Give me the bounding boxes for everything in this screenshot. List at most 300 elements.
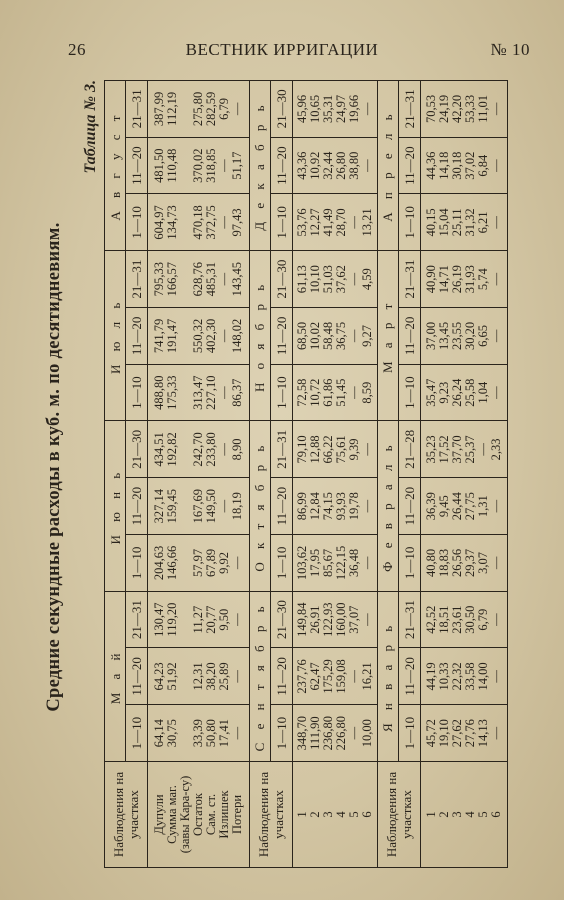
value: 1,31 bbox=[476, 495, 491, 518]
value: 1,04 bbox=[476, 381, 491, 404]
value: 10,10 bbox=[308, 265, 323, 294]
value: 12,84 bbox=[308, 492, 323, 521]
value: 237,76 bbox=[295, 659, 310, 694]
value: 19,66 bbox=[347, 94, 362, 123]
value: 64,23 bbox=[152, 662, 167, 691]
month-row bbox=[249, 81, 270, 868]
value-cell bbox=[421, 478, 508, 535]
value-cell bbox=[148, 81, 250, 138]
value: 10,02 bbox=[308, 321, 323, 350]
value: — bbox=[347, 272, 362, 286]
value: 28,70 bbox=[334, 208, 349, 237]
value-cell bbox=[293, 705, 378, 762]
value: 26,24 bbox=[450, 378, 465, 407]
value: 160,00 bbox=[334, 602, 349, 637]
value: 97,43 bbox=[230, 208, 245, 237]
value-cell bbox=[421, 421, 508, 478]
row-label: 1 bbox=[424, 811, 439, 818]
value: — bbox=[347, 329, 362, 343]
value: 318,85 bbox=[204, 148, 219, 183]
value-cell bbox=[293, 478, 378, 535]
value: 25,11 bbox=[450, 208, 465, 237]
value: 35,23 bbox=[424, 435, 439, 464]
value-cell bbox=[293, 364, 378, 421]
value: 45,96 bbox=[295, 94, 310, 123]
decade-header: 21—31 bbox=[271, 421, 293, 478]
value: 53,33 bbox=[463, 94, 478, 123]
row-label: Остаток bbox=[191, 792, 206, 837]
value: 741,79 bbox=[152, 318, 167, 354]
value: 44,36 bbox=[424, 151, 439, 180]
value: 26,80 bbox=[334, 151, 349, 180]
value: 14,00 bbox=[476, 662, 491, 691]
month-header: Д е к а б р ь bbox=[249, 81, 270, 251]
value: 236,80 bbox=[321, 715, 336, 751]
value: 119,20 bbox=[165, 602, 180, 637]
value: 10,72 bbox=[308, 378, 323, 407]
value-cell bbox=[293, 648, 378, 705]
value-cell bbox=[148, 364, 250, 421]
decade-header: 1—10 bbox=[126, 194, 148, 251]
value: — bbox=[217, 159, 232, 172]
value: 8,59 bbox=[360, 381, 375, 404]
value-cell bbox=[293, 591, 378, 648]
value: 17,52 bbox=[437, 435, 452, 464]
value: 6,84 bbox=[476, 154, 491, 177]
value-cell bbox=[421, 535, 508, 592]
value: 72,58 bbox=[295, 378, 310, 407]
value: 191,47 bbox=[165, 318, 180, 354]
value: 70,53 bbox=[424, 94, 439, 123]
value: — bbox=[489, 499, 504, 513]
decade-row bbox=[398, 81, 420, 868]
value: 24,97 bbox=[334, 94, 349, 123]
value: 26,19 bbox=[450, 265, 465, 294]
value: 18,19 bbox=[230, 492, 245, 521]
value: 10,00 bbox=[360, 719, 375, 748]
value: 14,71 bbox=[437, 265, 452, 294]
decade-header: 21—31 bbox=[398, 81, 420, 138]
value: — bbox=[347, 726, 362, 740]
decade-header: 11—20 bbox=[398, 478, 420, 535]
value: — bbox=[489, 216, 504, 229]
value: — bbox=[230, 556, 245, 570]
value: — bbox=[360, 556, 375, 570]
value: — bbox=[489, 329, 504, 343]
month-header: А п р е л ь bbox=[377, 81, 398, 251]
value: 9,39 bbox=[347, 438, 362, 461]
value: 149,50 bbox=[204, 488, 219, 524]
value: — bbox=[230, 613, 245, 626]
row-label: 3 bbox=[321, 811, 336, 818]
value: 159,08 bbox=[334, 659, 349, 694]
value: — bbox=[347, 386, 362, 399]
value: — bbox=[217, 329, 232, 343]
value: 13,21 bbox=[360, 208, 375, 237]
value: 488,80 bbox=[152, 375, 167, 410]
value: 12,31 bbox=[191, 662, 206, 691]
value: 32,44 bbox=[321, 151, 336, 180]
value: 35,47 bbox=[424, 378, 439, 407]
value: 38,20 bbox=[204, 662, 219, 691]
value: — bbox=[489, 386, 504, 399]
data-row bbox=[421, 81, 508, 868]
value: 10,33 bbox=[437, 662, 452, 691]
value: 10,92 bbox=[308, 151, 323, 180]
value: 79,10 bbox=[295, 435, 310, 464]
value: 61,13 bbox=[295, 265, 310, 294]
value-cell bbox=[293, 535, 378, 592]
value: 14,18 bbox=[437, 151, 452, 180]
month-row bbox=[377, 81, 398, 868]
value: 40,80 bbox=[424, 548, 439, 577]
value: 67,89 bbox=[204, 548, 219, 577]
value: 282,59 bbox=[204, 91, 219, 127]
value: — bbox=[360, 102, 375, 116]
value: 45,72 bbox=[424, 719, 439, 748]
value: 204,63 bbox=[152, 545, 167, 581]
value: 37,07 bbox=[347, 605, 362, 634]
decade-header: 1—10 bbox=[398, 705, 420, 762]
value-cell bbox=[421, 705, 508, 762]
value: 434,51 bbox=[152, 432, 167, 467]
value: 44,19 bbox=[424, 662, 439, 691]
value: 62,47 bbox=[308, 662, 323, 691]
row-label: 3 bbox=[450, 811, 465, 818]
value-cell bbox=[148, 478, 250, 535]
value: 86,37 bbox=[230, 378, 245, 407]
value: 18,51 bbox=[437, 605, 452, 634]
value: 33,58 bbox=[463, 662, 478, 691]
value: — bbox=[476, 443, 491, 456]
value-cell bbox=[421, 251, 508, 308]
decade-header: 21—31 bbox=[398, 591, 420, 648]
value: 23,55 bbox=[450, 321, 465, 350]
value-cell bbox=[148, 705, 250, 762]
value: 50,80 bbox=[204, 719, 219, 748]
value-cell bbox=[421, 194, 508, 251]
value: 159,45 bbox=[165, 488, 180, 524]
value: 167,69 bbox=[191, 488, 206, 524]
value: 27,62 bbox=[450, 719, 465, 748]
value: 36,48 bbox=[347, 548, 362, 577]
value: 40,15 bbox=[424, 208, 439, 237]
value-cell bbox=[293, 194, 378, 251]
decade-header: 21—30 bbox=[271, 81, 293, 138]
value: — bbox=[360, 159, 375, 172]
value: 19,10 bbox=[437, 719, 452, 748]
value: 25,58 bbox=[463, 378, 478, 407]
value: 41,49 bbox=[321, 208, 336, 237]
value: 111,90 bbox=[308, 716, 323, 750]
value: 26,44 bbox=[450, 492, 465, 521]
value: 43,36 bbox=[295, 151, 310, 180]
rotated-table-block bbox=[40, 62, 516, 872]
value: 17,41 bbox=[217, 719, 232, 748]
value: 33,39 bbox=[191, 719, 206, 748]
value: 11,01 bbox=[476, 95, 491, 123]
decade-header: 21—31 bbox=[398, 251, 420, 308]
value: — bbox=[230, 670, 245, 683]
value: 25,89 bbox=[217, 662, 232, 691]
value: 6,79 bbox=[217, 97, 232, 120]
value: 58,48 bbox=[321, 321, 336, 350]
value: — bbox=[360, 499, 375, 513]
month-header: А в г у с т bbox=[105, 81, 126, 251]
observations-header: Наблюдения на участках bbox=[377, 762, 420, 868]
value: 35,31 bbox=[321, 94, 336, 123]
decade-header: 21—30 bbox=[271, 251, 293, 308]
value: 51,17 bbox=[230, 151, 245, 180]
month-header: Ф е в р а л ь bbox=[377, 421, 398, 591]
value: 795,33 bbox=[152, 261, 167, 297]
value: 110,48 bbox=[165, 148, 180, 183]
value: — bbox=[360, 613, 375, 626]
value: 24,19 bbox=[437, 94, 452, 123]
value: 481,50 bbox=[152, 148, 167, 183]
month-header: М а р т bbox=[377, 251, 398, 421]
value-cell bbox=[293, 251, 378, 308]
value: 30,18 bbox=[450, 151, 465, 180]
value: 8,90 bbox=[230, 438, 245, 461]
value: 370,02 bbox=[191, 148, 206, 183]
value: 29,37 bbox=[463, 548, 478, 577]
value: 9,45 bbox=[437, 495, 452, 518]
value: 85,67 bbox=[321, 548, 336, 577]
decade-header: 11—20 bbox=[271, 648, 293, 705]
row-label: 5 bbox=[476, 811, 491, 818]
decade-header: 11—20 bbox=[126, 308, 148, 365]
decade-header: 21—28 bbox=[398, 421, 420, 478]
value-cell bbox=[293, 81, 378, 138]
value-cell bbox=[293, 308, 378, 365]
value: — bbox=[489, 159, 504, 172]
row-label: Излишек bbox=[217, 790, 232, 839]
value: 2,33 bbox=[489, 438, 504, 461]
value: 13,45 bbox=[437, 321, 452, 350]
table-caption: Средние секундные расходы в куб. м. по десятидневиям. bbox=[44, 222, 64, 712]
value: 86,99 bbox=[295, 492, 310, 521]
value: 275,80 bbox=[191, 91, 206, 127]
value: 313,47 bbox=[191, 375, 206, 410]
value: 61,86 bbox=[321, 378, 336, 407]
row-labels bbox=[148, 762, 250, 868]
decade-header: 11—20 bbox=[126, 137, 148, 194]
value: 31,32 bbox=[463, 208, 478, 237]
decade-header: 21—31 bbox=[126, 251, 148, 308]
decade-header: 1—10 bbox=[398, 535, 420, 592]
row-label: Дупули bbox=[152, 794, 167, 835]
value: 348,70 bbox=[295, 715, 310, 751]
decade-header: 21—31 bbox=[126, 591, 148, 648]
value: 31,93 bbox=[463, 265, 478, 294]
month-header: С е н т я б р ь bbox=[249, 591, 270, 761]
month-header: Я н в а р ь bbox=[377, 591, 398, 761]
data-row bbox=[148, 81, 250, 868]
value: — bbox=[230, 102, 245, 116]
value: — bbox=[217, 216, 232, 229]
decade-header: 11—20 bbox=[271, 478, 293, 535]
value: 192,82 bbox=[165, 432, 180, 467]
decade-row bbox=[271, 81, 293, 868]
value: 57,97 bbox=[191, 548, 206, 577]
value: 11,27 bbox=[191, 605, 206, 634]
row-label: 6 bbox=[489, 811, 504, 818]
value: — bbox=[217, 272, 232, 286]
decade-header: 21—30 bbox=[126, 421, 148, 478]
value: 327,14 bbox=[152, 488, 167, 524]
value: 387,99 bbox=[152, 91, 167, 127]
value: 37,62 bbox=[334, 265, 349, 294]
decade-header: 1—10 bbox=[271, 194, 293, 251]
value: 42,20 bbox=[450, 94, 465, 123]
row-label: Потери bbox=[230, 794, 245, 835]
decade-header: 1—10 bbox=[126, 535, 148, 592]
value: 143,45 bbox=[230, 261, 245, 297]
decade-header: 1—10 bbox=[126, 705, 148, 762]
decade-header: 1—10 bbox=[271, 705, 293, 762]
value: 14,13 bbox=[476, 719, 491, 748]
decade-header: 11—20 bbox=[271, 137, 293, 194]
value: 66,22 bbox=[321, 435, 336, 464]
value: 16,21 bbox=[360, 662, 375, 691]
value: 175,33 bbox=[165, 375, 180, 410]
value: 42,52 bbox=[424, 605, 439, 634]
value: 130,47 bbox=[152, 602, 167, 637]
discharge-table bbox=[104, 80, 508, 868]
value: 372,75 bbox=[204, 205, 219, 240]
value: 148,02 bbox=[230, 318, 245, 354]
value: 37,00 bbox=[424, 321, 439, 350]
value-cell bbox=[148, 137, 250, 194]
value: 149,84 bbox=[295, 602, 310, 637]
value-cell bbox=[421, 648, 508, 705]
month-header: М а й bbox=[105, 591, 126, 761]
value: 26,56 bbox=[450, 548, 465, 577]
value-cell bbox=[148, 308, 250, 365]
value: 30,75 bbox=[165, 719, 180, 748]
value: 226,80 bbox=[334, 715, 349, 751]
row-label: Сам. ст. bbox=[204, 793, 219, 836]
value: — bbox=[217, 386, 232, 399]
value: 103,62 bbox=[295, 545, 310, 581]
value: 175,29 bbox=[321, 659, 336, 694]
value: 12,27 bbox=[308, 208, 323, 237]
value: 20,77 bbox=[204, 605, 219, 634]
value: 40,90 bbox=[424, 265, 439, 294]
value: 19,78 bbox=[347, 492, 362, 521]
value: 146,66 bbox=[165, 545, 180, 581]
value: — bbox=[489, 670, 504, 683]
value: 25,37 bbox=[463, 435, 478, 464]
value: 75,61 bbox=[334, 435, 349, 464]
value: 37,70 bbox=[450, 435, 465, 464]
value-cell bbox=[148, 194, 250, 251]
value: 18,83 bbox=[437, 548, 452, 577]
value-cell bbox=[293, 421, 378, 478]
decade-header: 11—20 bbox=[398, 137, 420, 194]
value: 30,20 bbox=[463, 321, 478, 350]
value: — bbox=[230, 726, 245, 740]
journal-title: ВЕСТНИК ИРРИГАЦИИ bbox=[185, 40, 379, 59]
month-header: И ю н ь bbox=[105, 421, 126, 591]
row-labels bbox=[421, 762, 508, 868]
row-label: 2 bbox=[437, 811, 452, 818]
value: 604,97 bbox=[152, 205, 167, 240]
value-cell bbox=[421, 137, 508, 194]
value: — bbox=[347, 670, 362, 683]
value: — bbox=[489, 272, 504, 286]
value: 470,18 bbox=[191, 205, 206, 240]
data-row bbox=[293, 81, 378, 868]
row-label: 2 bbox=[308, 811, 323, 818]
value: 112,19 bbox=[165, 91, 180, 126]
value: 26,91 bbox=[308, 605, 323, 634]
value-cell bbox=[148, 535, 250, 592]
value-cell bbox=[148, 421, 250, 478]
value: 15,04 bbox=[437, 208, 452, 237]
observations-header: Наблюдения на участках bbox=[105, 762, 148, 868]
value: 12,88 bbox=[308, 435, 323, 464]
value: 4,59 bbox=[360, 268, 375, 291]
value: 17,95 bbox=[308, 548, 323, 577]
value: 68,50 bbox=[295, 321, 310, 350]
decade-header: 1—10 bbox=[271, 535, 293, 592]
value: 23,61 bbox=[450, 605, 465, 634]
decade-row bbox=[126, 81, 148, 868]
value: — bbox=[489, 726, 504, 740]
value: 233,80 bbox=[204, 432, 219, 467]
value: 485,31 bbox=[204, 261, 219, 297]
month-header: Н о я б р ь bbox=[249, 251, 270, 421]
value: 3,07 bbox=[476, 551, 491, 574]
value: 227,10 bbox=[204, 375, 219, 410]
decade-header: 11—20 bbox=[271, 308, 293, 365]
value-cell bbox=[421, 591, 508, 648]
value: 628,76 bbox=[191, 261, 206, 297]
decade-header: 1—10 bbox=[271, 364, 293, 421]
value: 122,93 bbox=[321, 602, 336, 637]
row-label: 1 bbox=[295, 811, 310, 818]
value-cell bbox=[148, 648, 250, 705]
value: — bbox=[489, 613, 504, 626]
value: 27,75 bbox=[463, 492, 478, 521]
value: 9,23 bbox=[437, 381, 452, 404]
decade-header: 1—10 bbox=[126, 364, 148, 421]
decade-header: 1—10 bbox=[398, 364, 420, 421]
value: 36,39 bbox=[424, 492, 439, 521]
value-cell bbox=[421, 364, 508, 421]
value: — bbox=[217, 499, 232, 513]
row-label: 6 bbox=[360, 811, 375, 818]
value: 51,03 bbox=[321, 265, 336, 294]
value: 5,74 bbox=[476, 268, 491, 291]
month-row bbox=[105, 81, 126, 868]
month-header: О к т я б р ь bbox=[249, 421, 270, 591]
value: — bbox=[489, 556, 504, 570]
value: 22,32 bbox=[450, 662, 465, 691]
value: — bbox=[347, 216, 362, 229]
value: 74,15 bbox=[321, 492, 336, 521]
value: — bbox=[217, 443, 232, 456]
row-labels bbox=[293, 762, 378, 868]
value-cell bbox=[421, 308, 508, 365]
decade-header: 11—20 bbox=[398, 648, 420, 705]
issue-number: № 10 bbox=[490, 40, 530, 59]
value-cell bbox=[148, 591, 250, 648]
value: 550,32 bbox=[191, 318, 206, 354]
value: — bbox=[489, 102, 504, 116]
